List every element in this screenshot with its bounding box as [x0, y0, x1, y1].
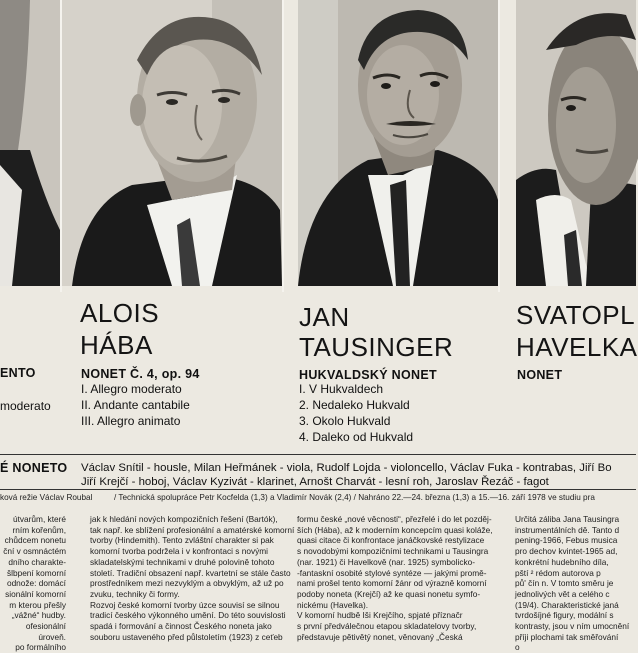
text-line: (19/4). Charakteristické janá: [515, 599, 619, 610]
text-column-2: [90, 514, 295, 642]
performers-line-2: Jiří Krejčí - hoboj, Václav Kyzivát - klarinet, Arnošt Charvát - lesní roh, Jaroslav Řezáč - fagot: [81, 476, 549, 488]
text-line: dního charakte-: [8, 556, 66, 567]
performers-line-1: Václav Snítil - housle, Milan Heřmánek - viola, Rudolf Lojda - violoncello, Václav Fuka - kontrabas, Jiří Bo: [81, 462, 612, 474]
text-line: úroveň.: [38, 631, 66, 642]
text-line: jak k hledání nových kompozičních řešení (Bartók),: [90, 514, 278, 524]
text-line: komorní tvorba podržela i v konfrontaci s novými: [90, 546, 268, 557]
text-line: ších (Hába), až k moderním koncepcím quasi koláže,: [297, 524, 493, 535]
text-line: s první předválečnou etapou skladatelovy tvorby,: [297, 621, 477, 632]
text-line: pů' čín n. V tomto směru je: [515, 578, 614, 589]
text-line: ční v osmnáctém: [3, 546, 66, 557]
text-line: formu české „nové věcnosti“, přezřelé i do let pozděj-: [297, 514, 492, 524]
text-line: m kterou přešly: [9, 599, 66, 610]
left-movement-fragment: moderato: [0, 399, 51, 413]
composer-name-haba-first: ALOIS: [80, 298, 160, 328]
text-line: chůdcem nonetu: [4, 535, 66, 546]
photo-divider: [498, 0, 500, 292]
ensemble-name-fragment: É NONETO: [0, 461, 68, 475]
text-line: tvorby (Hindemith). Tento zvláštní charakter si pak: [90, 535, 274, 546]
rule-bottom: [0, 489, 636, 490]
text-line: zvuku, techniky či formy.: [90, 588, 180, 599]
text-line: -fantaskní osobité stylové syntéze — jakými promě-: [297, 567, 487, 578]
movement: 2. Nedaleko Hukvald: [299, 398, 410, 412]
portrait-svatopluk-havelka: [516, 0, 636, 286]
text-line: skladatelskými technikami v druhé polovině tohoto: [90, 556, 275, 567]
text-line: pro dechov kvintet-1965 ad,: [515, 546, 618, 557]
text-column-4: [515, 514, 636, 653]
movement: II. Andante cantabile: [81, 398, 190, 412]
rule-top: [0, 454, 636, 455]
work-title-tausinger: HUKVALDSKÝ NONET: [299, 368, 437, 382]
text-column-1: [0, 514, 66, 653]
movement: III. Allegro animato: [81, 414, 181, 428]
partial-portrait-left: [0, 0, 60, 286]
text-line: šlbpení komorní: [6, 567, 66, 578]
text-line: sionální komorní: [5, 588, 66, 599]
text-line: útvarům, které: [12, 514, 66, 524]
text-line: V komorní hudbě Iši Krejčího, spjaté příznačr: [297, 610, 463, 621]
credits-left-fragment: ková režie Václav Roubal: [0, 493, 93, 502]
production-credits: / Technická spolupráce Petr Kocfelda (1,3) a Vladimír Novák (2,4) / Nahráno 22.—24. března (1,3) a 15.—16. září 1978 ve studiu pra: [114, 493, 595, 502]
text-line: Rozvoj české komorní tvorby úzce souvisí se silnou: [90, 599, 280, 610]
text-line: (nar. 1921) či Havelkově (nar. 1925) symbolicko-: [297, 556, 476, 567]
text-line: souboru ustaveného před půlstoletím (1923) z ceťeb: [90, 631, 283, 642]
text-line: pening-1966, Febus musica: [515, 535, 618, 546]
text-line: instrumentálních dě. Tanto d: [515, 524, 620, 535]
text-line: prostředníkem mezi nezvyklým a obvyklým, až už po: [90, 578, 284, 589]
text-line: podoby noneta (Krejčí) až ke quasi nonetu symfo-: [297, 588, 481, 599]
text-line: pští ² rédom autorova p: [515, 567, 601, 578]
text-line: příji plochami tak směřování: [515, 631, 619, 642]
text-line: odnože: domácí: [6, 578, 66, 589]
text-line: století. Tradiční obsazení např. kvartetní se stále často: [90, 567, 291, 578]
left-work-fragment: ENTO: [0, 366, 36, 380]
text-line: o: [515, 642, 520, 653]
portrait-alois-haba: [62, 0, 282, 286]
text-line: tvrdošíjné figury, modální s: [515, 610, 614, 621]
portrait-jan-tausinger: [298, 0, 498, 286]
work-title-havelka: NONET: [517, 368, 563, 382]
work-title-haba: NONET Č. 4, op. 94: [81, 367, 200, 381]
movement: 3. Okolo Hukvald: [299, 414, 391, 428]
text-line: Určitá záliba Jana Tausingra: [515, 514, 620, 524]
text-line: ofesionální: [25, 621, 66, 632]
text-line: „vážné“ hudby.: [11, 610, 66, 621]
text-line: po formálního: [15, 642, 66, 653]
movement: 4. Daleko od Hukvald: [299, 430, 414, 444]
composer-name-havelka-last: HAVELKA: [516, 332, 638, 362]
text-line: rním kořenům,: [12, 524, 66, 535]
composer-name-havelka: [516, 298, 636, 368]
text-line: tradicí českého výkonného umění. Do této souvislosti: [90, 610, 286, 621]
text-line: quasi citace či konfrontace janáčkovské restylizace: [297, 535, 485, 546]
text-line: s novodobými kompozičními technikami u Tausingra: [297, 546, 489, 557]
movement: I. Allegro moderato: [81, 382, 182, 396]
text-line: spadá i formování a činnost Českého noneta jako: [90, 621, 272, 632]
text-line: nickému (Havelka).: [297, 599, 369, 610]
text-line: nami prošel tento komorní žánr od výrazně komorní: [297, 578, 487, 589]
text-line: tak např. ke sblížení profesionální a amatérské komorní: [90, 524, 295, 535]
text-line: představuje pětivětý nonet, věnovaný „Česká: [297, 631, 463, 642]
text-column-3: [297, 514, 495, 642]
composer-name-havelka-first: SVATOPL: [516, 300, 636, 330]
movement: I. V Hukvaldech: [299, 382, 384, 396]
text-line: konkrétní hudebního díla,: [515, 556, 609, 567]
text-line: jednolivých vět a celého c: [515, 588, 610, 599]
composer-name-tausinger-first: JAN: [299, 302, 350, 332]
composer-name-haba-last: HÁBA: [80, 330, 153, 360]
photo-divider: [282, 0, 284, 292]
text-line: kontrasty, jsou v ním umocnění: [515, 621, 630, 632]
composer-name-tausinger-last: TAUSINGER: [299, 332, 454, 362]
